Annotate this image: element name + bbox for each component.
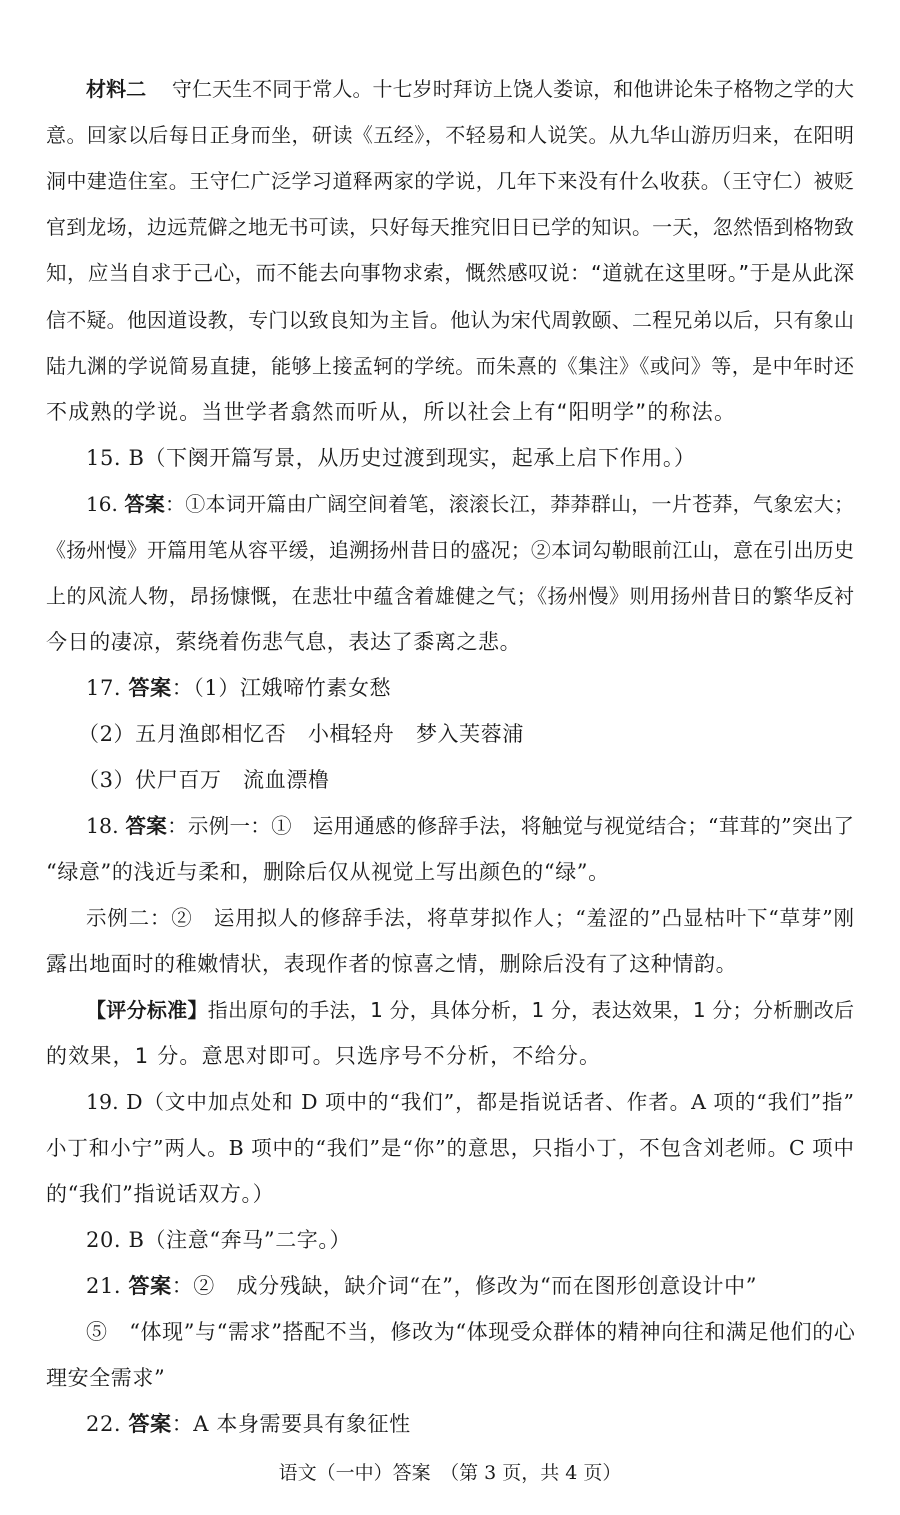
q18-line-2: “绿意”的浅近与柔和，删除后仅从视觉上写出颜色的“绿”。 bbox=[46, 860, 610, 884]
material2-line-6: 信不疑。他因道设教，专门以致良知为主旨。他认为宋代周敦颐、二程兄弟以后，只有象山 bbox=[46, 308, 854, 332]
material2-label: 材料二 bbox=[86, 77, 147, 101]
q17-answer-label: 答案 bbox=[128, 675, 172, 700]
q21-line-1: 21. 答案：② 成分残缺，缺介词“在”，修改为“而在图形创意设计中” bbox=[86, 1273, 758, 1298]
q19-line-3: 的“我们”指说话双方。） bbox=[46, 1182, 275, 1206]
q19-line-1: 19. D（文中加点处和 D 项中的“我们”，都是指说话者、作者。A 项的“我们”指” bbox=[86, 1090, 854, 1114]
q18-line-4: 露出地面时的稚嫩情状，表现作者的惊喜之情，删除后没有了这种情韵。 bbox=[46, 952, 738, 976]
q17-line-2: （2）五月渔郎相忆否 小楫轻舟 梦入芙蓉浦 bbox=[78, 722, 524, 746]
material2-line-3: 洞中建造住室。王守仁广泛学习道释两家的学说，几年下来没有什么收获。（王守仁）被贬 bbox=[46, 169, 854, 193]
q22-number: 22. bbox=[86, 1412, 122, 1436]
q21-number: 21. bbox=[86, 1274, 122, 1298]
q18-answer-label: 答案 bbox=[125, 814, 168, 838]
material2-line-7: 陆九渊的学说简易直捷，能够上接孟轲的学统。而朱熹的《集注》《或问》等，是中年时还 bbox=[46, 354, 854, 378]
q15-line: 15. B（下阕开篇写景，从历史过渡到现实，起承上启下作用。） bbox=[86, 446, 696, 470]
material2-line-2: 意。回家以后每日正身而坐，研读《五经》，不轻易和人说笑。从九华山游历归来，在阳明 bbox=[46, 123, 854, 147]
q20-number: 20. bbox=[86, 1228, 122, 1252]
q19-line-2: 小丁和小宁”两人。B 项中的“我们”是“你”的意思，只指小丁，不包含刘老师。C 项中 bbox=[46, 1136, 854, 1160]
q22-line: 22. 答案：A 本身需要具有象征性 bbox=[86, 1411, 411, 1436]
q16-number: 16. bbox=[86, 492, 118, 516]
scoring-line-1: 【评分标准】指出原句的手法，1 分，具体分析，1 分，表达效果，1 分；分析删改后 bbox=[86, 998, 855, 1022]
material2-line-5: 知，应当自求于己心，而不能去向事物求索，慨然感叹说：“道就在这里呀。”于是从此深 bbox=[46, 261, 854, 285]
q16-line-2: 《扬州慢》开篇用笔从容平缓，追溯扬州昔日的盛况；②本词勾勒眼前江山，意在引出历史 bbox=[46, 538, 854, 562]
q17-line-1: 17. 答案：（1）江娥啼竹素女愁 bbox=[86, 675, 392, 700]
q18-line-3: 示例二：② 运用拟人的修辞手法，将草芽拟作人；“羞涩的”凸显枯叶下“草芽”刚 bbox=[86, 906, 854, 930]
q15-number: 15. bbox=[86, 446, 122, 470]
q17-line-3: （3）伏尸百万 流血漂橹 bbox=[78, 768, 330, 792]
scoring-line-2: 的效果，1 分。意思对即可。只选序号不分析，不给分。 bbox=[46, 1044, 602, 1068]
q21-line-3: 理安全需求” bbox=[46, 1366, 166, 1390]
scoring-label: 【评分标准】 bbox=[86, 998, 208, 1022]
material2-line-4: 官到龙场，边远荒僻之地无书可读，只好每天推究旧日已学的知识。一天，忽然悟到格物致 bbox=[46, 215, 854, 239]
q18-line-1: 18. 答案：示例一：① 运用通感的修辞手法，将触觉与视觉结合；“茸茸的”突出了 bbox=[86, 814, 854, 838]
q21-answer-label: 答案 bbox=[128, 1273, 172, 1298]
q16-answer-label: 答案 bbox=[124, 492, 165, 516]
q18-number: 18. bbox=[86, 814, 119, 838]
material2-line-8: 不成熟的学说。当世学者翕然而听从，所以社会上有“阳明学”的称法。 bbox=[46, 400, 737, 424]
q16-line-1: 16. 答案：①本词开篇由广阔空间着笔，滚滚长江，莽莽群山，一片苍莽，气象宏大； bbox=[86, 492, 855, 516]
q20-line: 20. B（注意“奔马”二字。） bbox=[86, 1228, 352, 1252]
q16-line-3: 上的风流人物，昂扬慷慨，在悲壮中蕴含着雄健之气；《扬州慢》则用扬州昔日的繁华反衬 bbox=[46, 584, 854, 608]
q17-number: 17. bbox=[86, 676, 122, 700]
q19-number: 19. bbox=[86, 1090, 119, 1114]
q16-line-4: 今日的凄凉，萦绕着伤悲气息，表达了黍离之悲。 bbox=[46, 630, 522, 654]
page-footer: 语文（一中）答案 （第 3 页，共 4 页） bbox=[278, 1462, 622, 1484]
q22-answer-label: 答案 bbox=[128, 1411, 172, 1436]
material2-line-1: 材料二 守仁天生不同于常人。十七岁时拜访上饶人娄谅，和他讲论朱子格物之学的大 bbox=[86, 77, 855, 101]
q21-line-2: ⑤ “体现”与“需求”搭配不当，修改为“体现受众群体的精神向往和满足他们的心 bbox=[86, 1320, 856, 1344]
